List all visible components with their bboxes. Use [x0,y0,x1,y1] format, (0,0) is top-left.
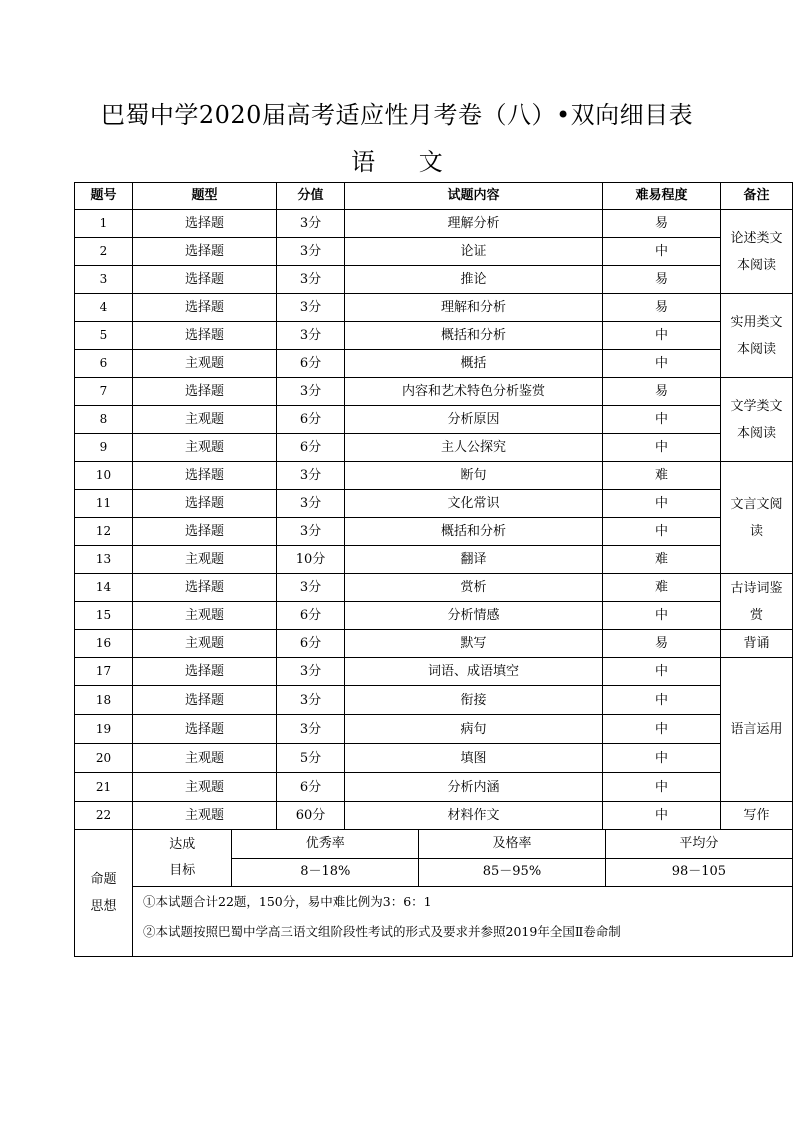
header-cell-no: 题号 [75,183,133,210]
cell-score: 5分 [277,744,345,773]
cell-content: 概括 [345,350,603,378]
cell-content: 理解分析 [345,210,603,238]
table-row [75,744,793,773]
table-row [75,715,793,744]
header-cell-content: 试题内容 [345,183,603,210]
table-row [75,490,793,518]
cell-difficulty: 难 [603,574,721,602]
cell-content: 赏析 [345,574,603,602]
cell-question-type: 主观题 [133,744,277,773]
table-row [75,773,793,802]
table-row [75,574,793,602]
cell-score: 6分 [277,630,345,658]
header-cell-remark: 备注 [721,183,793,210]
cell-content: 默写 [345,630,603,658]
cell-content: 填图 [345,744,603,773]
cell-score: 3分 [277,322,345,350]
cell-content: 病句 [345,715,603,744]
cell-question-no: 13 [75,546,133,574]
cell-remark-group [721,294,793,378]
cell-question-type: 选择题 [133,378,277,406]
cell-question-type: 选择题 [133,715,277,744]
metric-value-average: 98－105 [605,858,792,886]
cell-difficulty: 易 [603,294,721,322]
cell-question-no: 1 [75,210,133,238]
cell-question-no: 11 [75,490,133,518]
table-row [75,210,793,238]
subject-title: 语 文 [351,148,461,176]
remark-line2: 本阅读 [736,257,776,273]
table-row [75,546,793,574]
table-body [75,210,793,830]
remark-line1: 论述类文 [730,230,783,246]
cell-difficulty: 难 [603,462,721,490]
cell-question-no: 9 [75,434,133,462]
cell-question-no: 5 [75,322,133,350]
metric-value-pass: 85－95% [419,858,606,886]
cell-score: 10分 [277,546,345,574]
table-row [75,802,793,830]
cell-question-type: 选择题 [133,518,277,546]
side-label-line1: 命题 [90,872,117,887]
cell-score: 3分 [277,238,345,266]
cell-difficulty: 中 [603,602,721,630]
cell-question-no: 6 [75,350,133,378]
table-row [75,462,793,490]
table-row [75,630,793,658]
cell-score: 3分 [277,378,345,406]
cell-score: 3分 [277,294,345,322]
cell-difficulty: 中 [603,802,721,830]
cell-difficulty: 中 [603,322,721,350]
side-label-line2: 思想 [90,899,117,914]
cell-remark-group [721,210,793,294]
cell-content: 分析情感 [345,602,603,630]
cell-question-no: 10 [75,462,133,490]
cell-question-type: 主观题 [133,350,277,378]
document-title: 巴蜀中学2020届高考适应性月考卷（八）•双向细目表 [100,101,694,129]
cell-score: 3分 [277,266,345,294]
cell-remark-group [721,802,793,830]
cell-content: 衔接 [345,686,603,715]
cell-score: 6分 [277,773,345,802]
cell-score: 6分 [277,406,345,434]
metric-name-average: 平均分 [605,830,792,858]
remark-line1: 语言运用 [730,722,783,737]
cell-question-type: 主观题 [133,406,277,434]
cell-content: 论证 [345,238,603,266]
cell-score: 3分 [277,210,345,238]
cell-score: 6分 [277,350,345,378]
cell-content: 概括和分析 [345,322,603,350]
cell-question-type: 主观题 [133,434,277,462]
header-cell-type: 题型 [133,183,277,210]
cell-content: 分析原因 [345,406,603,434]
cell-question-type: 选择题 [133,238,277,266]
cell-question-type: 主观题 [133,546,277,574]
cell-difficulty: 易 [603,378,721,406]
cell-question-no: 20 [75,744,133,773]
table-row [75,518,793,546]
cell-content: 文化常识 [345,490,603,518]
cell-difficulty: 易 [603,210,721,238]
summary-target-row [75,830,793,887]
cell-content: 主人公探究 [345,434,603,462]
metric-value-excellent: 8－18% [232,858,419,886]
table-row [75,434,793,462]
table-row [75,350,793,378]
summary-note-row-2 [75,917,793,957]
cell-question-no: 2 [75,238,133,266]
target-container [133,830,793,887]
remark-line2: 本阅读 [736,341,776,357]
cell-content: 翻译 [345,546,603,574]
remark-line1: 古诗词鉴 [730,580,783,596]
metric-name-excellent: 优秀率 [232,830,419,858]
cell-question-type: 选择题 [133,686,277,715]
cell-question-no: 22 [75,802,133,830]
cell-content: 推论 [345,266,603,294]
cell-remark-group [721,574,793,630]
cell-remark-group [721,378,793,462]
cell-difficulty: 中 [603,434,721,462]
header-cell-score: 分值 [277,183,345,210]
summary-note-1: ①本试题合计22题，150分，易中难比例为3：6：1 [133,887,793,917]
remark-line2: 读 [749,523,763,539]
table-row [75,686,793,715]
cell-score: 3分 [277,715,345,744]
table-row [75,322,793,350]
remark-line1: 文学类文 [730,398,783,414]
cell-difficulty: 中 [603,658,721,686]
remark-line2: 本阅读 [736,425,776,441]
table-row [75,266,793,294]
cell-question-no: 3 [75,266,133,294]
table-row [75,378,793,406]
target-label-line1: 达成 [169,837,196,852]
cell-difficulty: 中 [603,715,721,744]
metric-name-pass: 及格率 [419,830,606,858]
cell-content: 理解和分析 [345,294,603,322]
cell-difficulty: 中 [603,518,721,546]
specification-table [74,182,793,957]
cell-score: 60分 [277,802,345,830]
cell-difficulty: 中 [603,773,721,802]
cell-question-type: 选择题 [133,574,277,602]
cell-question-type: 选择题 [133,490,277,518]
cell-question-type: 选择题 [133,658,277,686]
summary-side-label [75,830,133,957]
remark-line1: 文言文阅 [730,496,783,512]
table-row [75,294,793,322]
cell-question-type: 选择题 [133,322,277,350]
cell-content: 词语、成语填空 [345,658,603,686]
table-row [75,602,793,630]
cell-difficulty: 中 [603,238,721,266]
target-table [133,830,792,886]
cell-question-no: 7 [75,378,133,406]
cell-score: 3分 [277,574,345,602]
cell-score: 3分 [277,658,345,686]
cell-question-no: 21 [75,773,133,802]
cell-question-type: 选择题 [133,266,277,294]
table-header-row [75,183,793,210]
cell-question-no: 16 [75,630,133,658]
table-row [75,658,793,686]
cell-remark-group [721,630,793,658]
cell-remark-group [721,462,793,574]
cell-question-no: 18 [75,686,133,715]
cell-question-no: 12 [75,518,133,546]
cell-question-no: 15 [75,602,133,630]
cell-question-type: 选择题 [133,462,277,490]
cell-score: 3分 [277,462,345,490]
cell-difficulty: 中 [603,406,721,434]
cell-question-type: 主观题 [133,802,277,830]
cell-difficulty: 中 [603,350,721,378]
header-cell-level: 难易程度 [603,183,721,210]
cell-difficulty: 易 [603,266,721,294]
cell-question-type: 主观题 [133,630,277,658]
remark-line1: 写作 [743,808,770,823]
cell-content: 内容和艺术特色分析鉴赏 [345,378,603,406]
cell-remark-group [721,658,793,802]
summary-section [75,830,793,957]
cell-question-no: 4 [75,294,133,322]
cell-difficulty: 中 [603,744,721,773]
cell-difficulty: 易 [603,630,721,658]
cell-question-type: 主观题 [133,602,277,630]
cell-difficulty: 中 [603,490,721,518]
summary-note-row-1 [75,887,793,917]
cell-question-no: 17 [75,658,133,686]
cell-score: 6分 [277,602,345,630]
remark-line1: 实用类文 [730,314,783,330]
cell-question-no: 19 [75,715,133,744]
cell-question-type: 选择题 [133,294,277,322]
target-label [133,830,232,886]
cell-content: 分析内涵 [345,773,603,802]
table-row [75,406,793,434]
cell-content: 断句 [345,462,603,490]
cell-question-no: 8 [75,406,133,434]
cell-question-type: 主观题 [133,773,277,802]
table-row [75,238,793,266]
cell-difficulty: 难 [603,546,721,574]
cell-difficulty: 中 [603,686,721,715]
cell-score: 3分 [277,686,345,715]
cell-score: 3分 [277,490,345,518]
cell-content: 概括和分析 [345,518,603,546]
cell-score: 3分 [277,518,345,546]
cell-question-type: 选择题 [133,210,277,238]
remark-line1: 背诵 [743,636,770,651]
summary-note-2: ②本试题按照巴蜀中学高三语文组阶段性考试的形式及要求并参照2019年全国Ⅱ卷命制 [133,917,793,957]
target-label-line2: 目标 [169,863,196,878]
cell-question-no: 14 [75,574,133,602]
cell-content: 材料作文 [345,802,603,830]
cell-score: 6分 [277,434,345,462]
remark-line2: 赏 [749,607,763,623]
